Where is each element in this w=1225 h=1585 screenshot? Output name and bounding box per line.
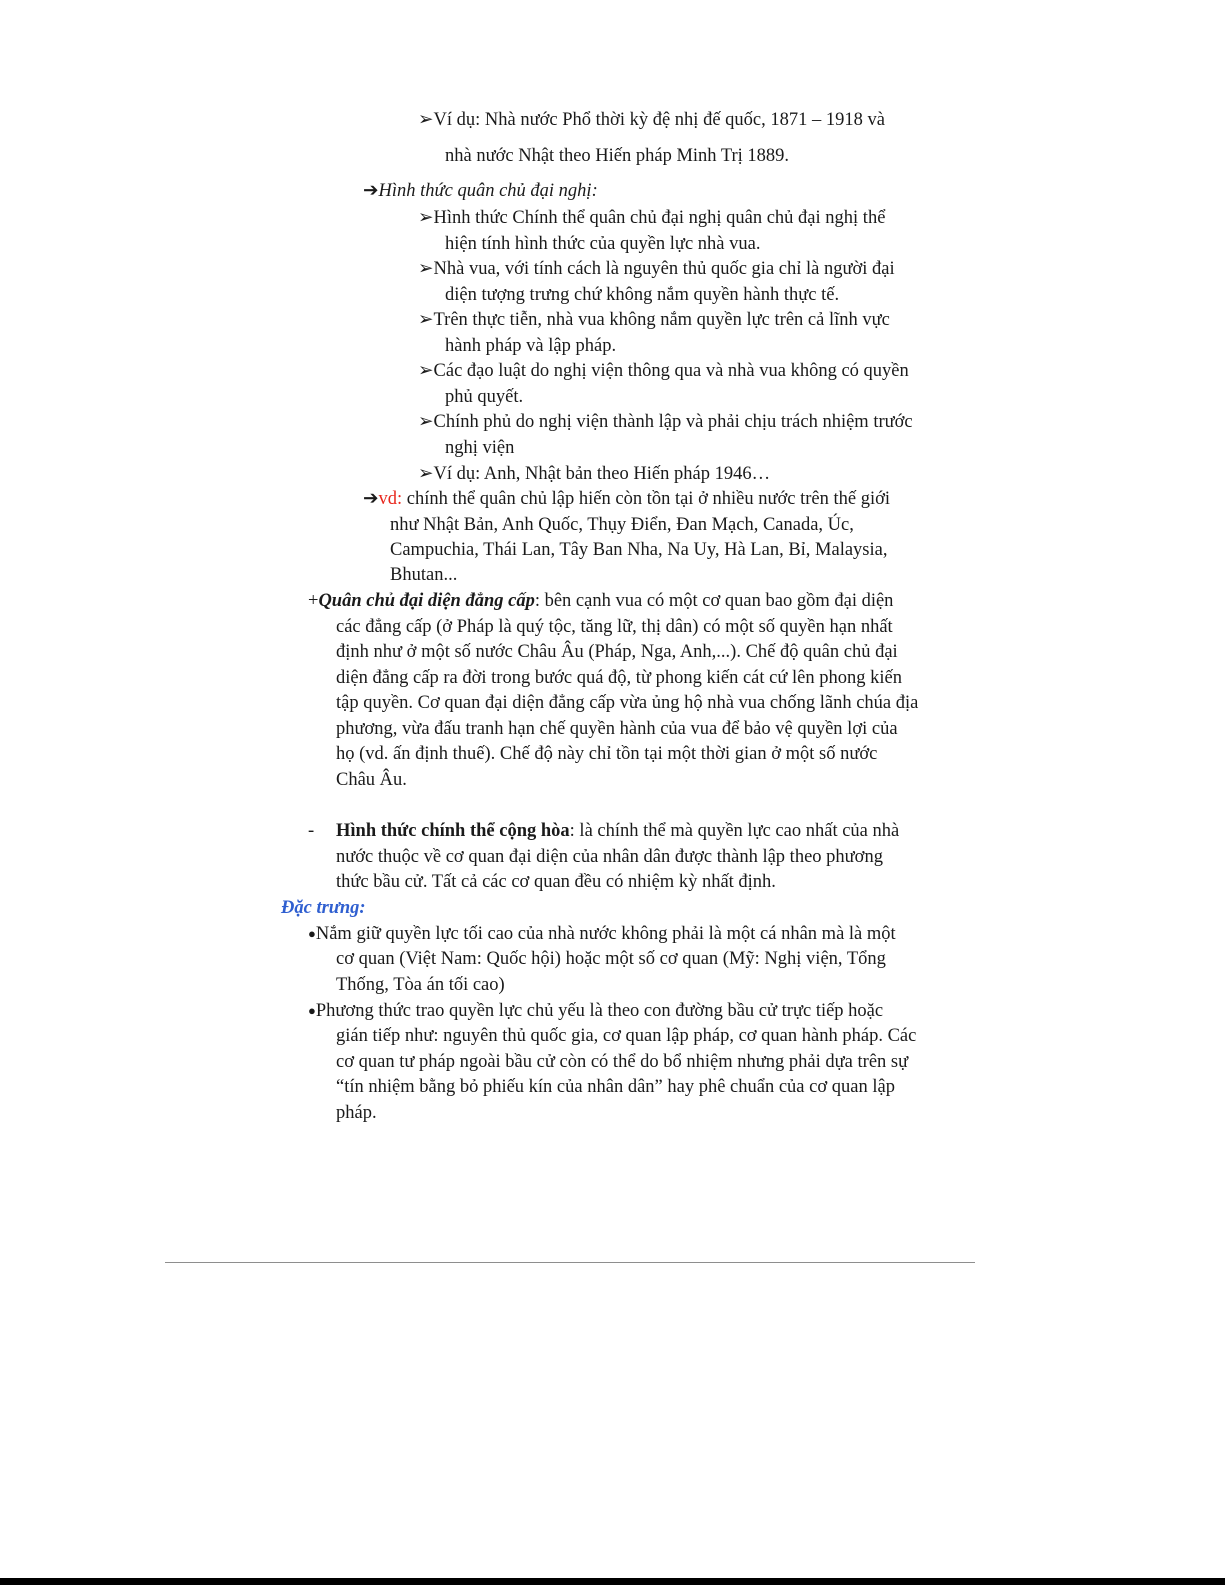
list-item-continuation: hiện tính hình thức của quyền lực nhà vua. xyxy=(445,234,761,254)
paragraph-line: định như ở một số nước Châu Âu (Pháp, Nga, Anh,...). Chế độ quân chủ đại xyxy=(336,642,898,662)
paragraph-line: họ (vd. ấn định thuế). Chế độ này chỉ tồn tại một thời gian ở một số nước xyxy=(336,744,878,764)
paragraph-line: tập quyền. Cơ quan đại diện đẳng cấp vừa ủng hộ nhà vua chống lãnh chúa địa xyxy=(336,693,919,713)
term: Quân chủ đại diện đẳng cấp xyxy=(318,591,535,611)
paragraph-line: phương, vừa đấu tranh hạn chế quyền hành của vua để bảo vệ quyền lợi của xyxy=(336,719,898,739)
republic-paragraph: Hình thức chính thể cộng hòa: là chính thể mà quyền lực cao nhất của nhà xyxy=(336,821,900,841)
triangle-bullet-icon: ➢ xyxy=(418,110,434,130)
example-note: ➔vd: chính thể quân chủ lập hiến còn tồn tại ở nhiều nước trên thế giới xyxy=(363,486,890,512)
estate-monarchy-paragraph: +Quân chủ đại diện đẳng cấp: bên cạnh vua có một cơ quan bao gồm đại diện xyxy=(308,591,894,611)
paragraph-line: “tín nhiệm bằng bỏ phiếu kín của nhân dân” hay phê chuẩn của cơ quan lập xyxy=(336,1077,895,1097)
paragraph-line: diện đẳng cấp ra đời trong bước quá độ, từ phong kiến cát cứ lên phong kiến xyxy=(336,668,902,688)
list-item-continuation: diện tượng trưng chứ không nắm quyền hành thực tế. xyxy=(445,285,840,305)
example-note-continuation: như Nhật Bản, Anh Quốc, Thụy Điển, Đan Mạch, Canada, Úc, xyxy=(390,515,854,535)
list-item: ➢Trên thực tiễn, nhà vua không nắm quyền lực trên cả lĩnh vực xyxy=(418,307,890,333)
paragraph-line: cơ quan (Việt Nam: Quốc hội) hoặc một số cơ quan (Mỹ: Nghị viện, Tổng xyxy=(336,949,886,969)
example-note-continuation: Campuchia, Thái Lan, Tây Ban Nha, Na Uy, Hà Lan, Bỉ, Malaysia, xyxy=(390,540,888,560)
triangle-bullet-icon: ➢ xyxy=(418,412,434,432)
paragraph-line: các đẳng cấp (ở Pháp là quý tộc, tăng lữ, thị dân) có một số quyền hạn nhất xyxy=(336,617,893,637)
list-item: ➢Nhà vua, với tính cách là nguyên thủ quốc gia chỉ là người đại xyxy=(418,256,895,282)
list-item: ➢Hình thức Chính thể quân chủ đại nghị quân chủ đại nghị thể xyxy=(418,205,885,231)
paragraph-line: Thống, Tòa án tối cao) xyxy=(336,975,505,995)
feature-bullet: ●Phương thức trao quyền lực chủ yếu là theo con đường bầu cử trực tiếp hoặc xyxy=(308,998,883,1024)
arrow-icon: ➔ xyxy=(363,489,379,509)
paragraph-line: cơ quan tư pháp ngoài bầu cử còn có thể do bổ nhiệm nhưng phải dựa trên sự xyxy=(336,1052,909,1072)
triangle-bullet-icon: ➢ xyxy=(418,259,434,279)
plus-marker: + xyxy=(308,591,319,611)
page-divider xyxy=(165,1262,975,1263)
list-item: ➢Chính phủ do nghị viện thành lập và phải chịu trách nhiệm trước xyxy=(418,409,913,435)
bottom-edge-bar xyxy=(0,1578,1225,1585)
paragraph-line: thức bầu cử. Tất cả các cơ quan đều có nhiệm kỳ nhất định. xyxy=(336,872,776,892)
example-line: nhà nước Nhật theo Hiến pháp Minh Trị 1889. xyxy=(445,146,790,166)
list-item-continuation: hành pháp và lập pháp. xyxy=(445,336,617,356)
bullet-icon: ● xyxy=(308,926,316,941)
vd-label: vd: xyxy=(378,489,403,509)
list-item: ➢Ví dụ: Anh, Nhật bản theo Hiến pháp 1946… xyxy=(418,461,770,487)
example-line: ➢Ví dụ: Nhà nước Phổ thời kỳ đệ nhị đế quốc, 1871 – 1918 và xyxy=(418,107,885,133)
term: Hình thức chính thể cộng hòa xyxy=(336,821,570,841)
section-heading: ➔Hình thức quân chủ đại nghị: xyxy=(363,178,598,204)
triangle-bullet-icon: ➢ xyxy=(418,361,434,381)
paragraph-line: pháp. xyxy=(336,1103,377,1123)
dash-marker: - xyxy=(308,821,315,841)
list-item-continuation: nghị viện xyxy=(445,438,515,458)
features-heading: Đặc trưng: xyxy=(281,898,366,918)
paragraph-line: Châu Âu. xyxy=(336,770,407,790)
paragraph-line: nước thuộc về cơ quan đại diện của nhân dân được thành lập theo phương xyxy=(336,847,883,867)
triangle-bullet-icon: ➢ xyxy=(418,310,434,330)
triangle-bullet-icon: ➢ xyxy=(418,208,434,228)
list-item: ➢Các đạo luật do nghị viện thông qua và nhà vua không có quyền xyxy=(418,358,909,384)
example-note-continuation: Bhutan... xyxy=(390,565,458,585)
bullet-icon: ● xyxy=(308,1003,316,1018)
paragraph-line: gián tiếp như: nguyên thủ quốc gia, cơ quan lập pháp, cơ quan hành pháp. Các xyxy=(336,1026,917,1046)
feature-bullet: ●Nắm giữ quyền lực tối cao của nhà nước không phải là một cá nhân mà là một xyxy=(308,921,896,947)
list-item-continuation: phủ quyết. xyxy=(445,387,524,407)
arrow-icon: ➔ xyxy=(363,181,379,201)
triangle-bullet-icon: ➢ xyxy=(418,464,434,484)
